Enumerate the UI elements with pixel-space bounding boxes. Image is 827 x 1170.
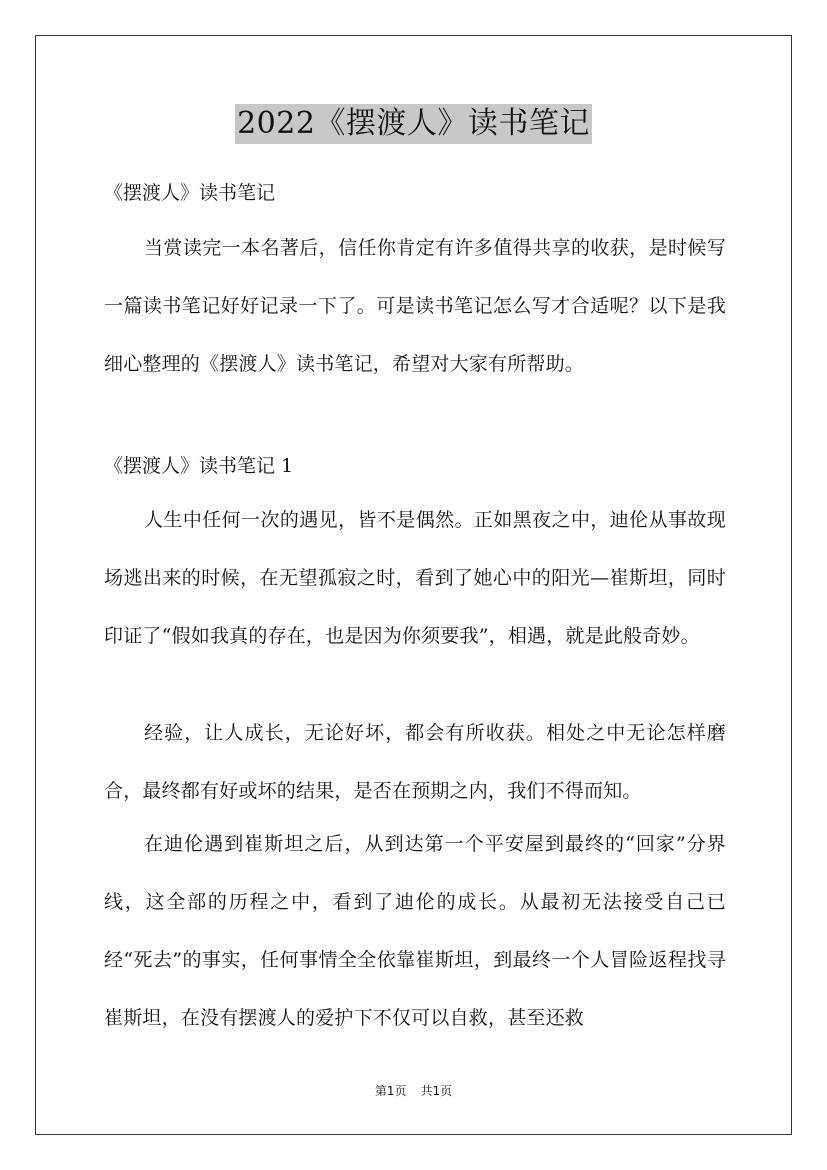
intro-paragraph: 当赏读完一本名著后，信任你肯定有许多值得共享的收获，是时候写一篇读书笔记好好记录一下了。可是读书笔记怎么写才合适呢？以下是我细心整理的《摆渡人》读书笔记，希望对大家有所帮助。 bbox=[104, 237, 726, 375]
page-footer bbox=[0, 1083, 827, 1099]
body-paragraph-2: 经验，让人成长，无论好坏，都会有所收获。相处之中无论怎样磨合，最终都有好或坏的结果，是否在预期之内，我们不得而知。 bbox=[104, 722, 726, 802]
body-paragraph-1: 人生中任何一次的遇见，皆不是偶然。正如黑夜之中，迪伦从事故现场逃出来的时候，在无望孤寂之时，看到了她心中的阳光—崔斯坦，同时印证了“假如我真的存在，也是因为你须要我”，相遇，就是此般奇妙。 bbox=[104, 509, 726, 647]
page-total: 共1页 bbox=[420, 1084, 453, 1098]
title-container bbox=[0, 104, 827, 144]
body-paragraph-3: 在迪伦遇到崔斯坦之后，从到达第一个平安屋到最终的“回家”分界线，这全部的历程之中，看到了迪伦的成长。从最初无法接受自己已经“死去”的事实，任何事情全全依靠崔斯坦，到最终一个人冒险返程找寻崔斯坦，在没有摆渡人的爱护下不仅可以自救，甚至还救 bbox=[104, 833, 726, 1029]
section-heading: 《摆渡人》读书笔记 1 bbox=[104, 455, 294, 477]
intro-heading: 《摆渡人》读书笔记 bbox=[104, 182, 276, 204]
document-title: 2022《摆渡人》读书笔记 bbox=[235, 104, 592, 144]
page-number: 第1页 bbox=[374, 1084, 407, 1098]
